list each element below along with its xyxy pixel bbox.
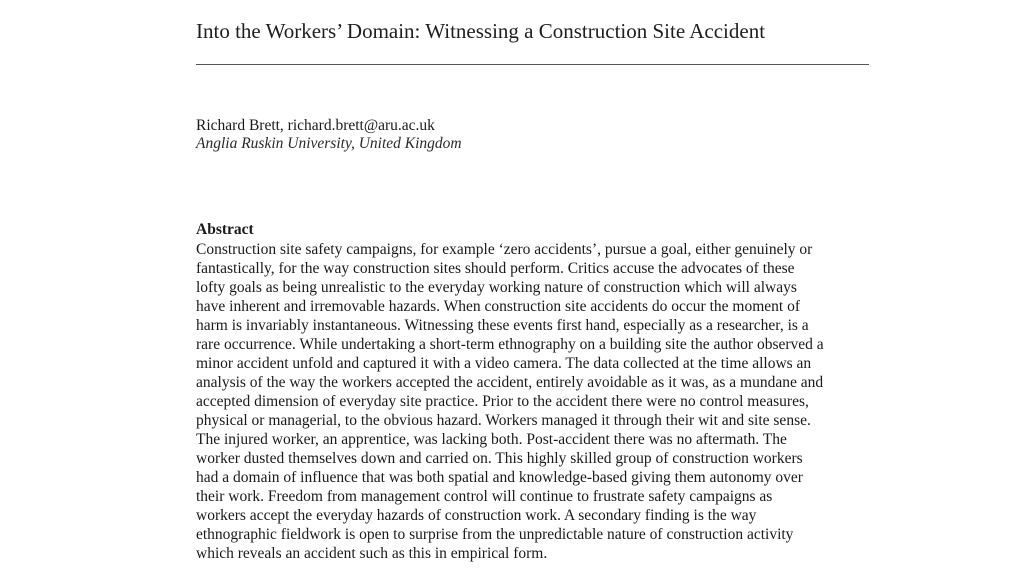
abstract-line: their work. Freedom from management control will continue to frustrate safety campaigns as [196,488,773,505]
abstract-line: physical or managerial, to the obvious hazard. Workers managed it through their wit and site sense. [196,412,811,429]
abstract-body [196,240,886,563]
abstract-line: worker dusted themselves down and carried on. This highly skilled group of construction workers [196,450,803,467]
author-line: Richard Brett, richard.brett@aru.ac.uk [196,117,435,134]
abstract-line: The injured worker, an apprentice, was lacking both. Post-accident there was no aftermath. The [196,431,787,448]
abstract-line: have inherent and irremovable hazards. When construction site accidents do occur the moment of [196,298,800,315]
abstract-line: analysis of the way the workers accepted the accident, entirely avoidable as it was, as a mundane and [196,374,824,391]
paper-title: Into the Workers’ Domain: Witnessing a Construction Site Accident [196,19,766,43]
abstract-line: Construction site safety campaigns, for example ‘zero accidents’, pursue a goal, either genuinely or [196,241,813,258]
abstract-line: workers accept the everyday hazards of construction work. A secondary finding is the way [196,507,757,524]
abstract-line: harm is invariably instantaneous. Witnessing these events first hand, especially as a researcher, is a [196,317,809,334]
abstract-line: which reveals an accident such as this in empirical form. [196,545,548,562]
abstract-line: lofty goals as being unrealistic to the everyday working nature of construction which will always [196,279,797,296]
abstract-line: rare occurrence. While undertaking a short-term ethnography on a building site the author observed a [196,336,824,353]
author-affiliation: Anglia Ruskin University, United Kingdom [196,135,462,152]
abstract-heading: Abstract [196,221,254,238]
abstract-line: accepted dimension of everyday site practice. Prior to the accident there were no control measures, [196,393,809,410]
abstract-line: ethnographic fieldwork is open to surprise from the unpredictable nature of construction activity [196,526,794,543]
abstract-line: had a domain of influence that was both spatial and knowledge-based giving them autonomy over [196,469,803,486]
title-divider [196,64,869,65]
abstract-line: minor accident unfold and captured it with a video camera. The data collected at the time allows an [196,355,812,372]
abstract-line: fantastically, for the way construction sites should perform. Critics accuse the advocates of these [196,260,795,277]
